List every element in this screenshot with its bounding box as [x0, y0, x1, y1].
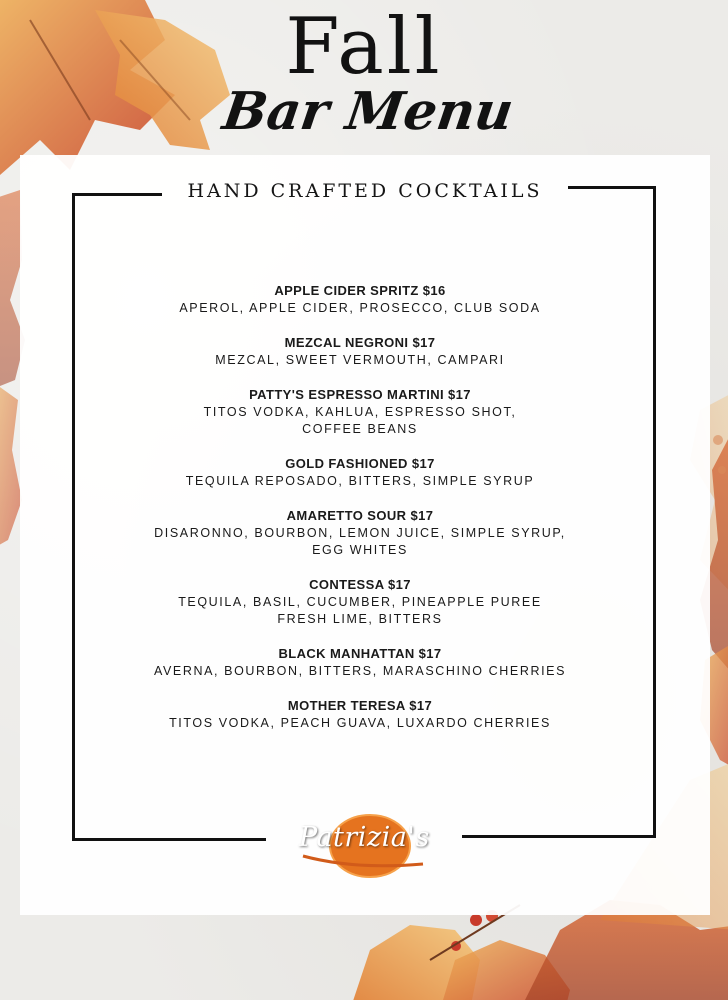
cocktail-name: AMARETTO SOUR $17: [286, 508, 434, 523]
ingredients-line: APEROL, APPLE CIDER, PROSECCO, CLUB SODA: [179, 301, 541, 315]
menu-item: [100, 455, 620, 490]
ingredients-line: TEQUILA, BASIL, CUCUMBER, PINEAPPLE PUREE: [178, 595, 542, 609]
frame-bottom-left-line: [72, 838, 266, 841]
cocktail-ingredients: [100, 715, 620, 732]
frame-top-right-line: [568, 186, 656, 189]
menu-item: [100, 697, 620, 732]
menu-item: [100, 507, 620, 559]
cocktail-ingredients: [100, 352, 620, 369]
menu-item: [100, 282, 620, 317]
cocktail-name: PATTY'S ESPRESSO MARTINI $17: [249, 387, 471, 402]
cocktail-name: MEZCAL NEGRONI $17: [284, 335, 436, 350]
menu-item: [100, 386, 620, 438]
patrizias-logo: [295, 808, 430, 884]
ingredients-line: EGG WHITES: [312, 543, 408, 557]
cocktail-name: BLACK MANHATTAN $17: [278, 646, 442, 661]
cocktail-ingredients: [100, 663, 620, 680]
frame-left-line: [72, 193, 75, 841]
cocktail-ingredients: [100, 525, 620, 559]
frame-top-left-line: [72, 193, 162, 196]
cocktail-name: CONTESSA $17: [309, 577, 411, 592]
ingredients-line: TITOS VODKA, KAHLUA, ESPRESSO SHOT,: [203, 405, 517, 419]
ingredients-line: COFFEE BEANS: [302, 422, 418, 436]
ingredients-line: TITOS VODKA, PEACH GUAVA, LUXARDO CHERRIES: [169, 716, 551, 730]
cocktail-name: MOTHER TERESA $17: [287, 698, 433, 713]
ingredients-line: MEZCAL, SWEET VERMOUTH, CAMPARI: [215, 353, 505, 367]
menu-item: [100, 576, 620, 628]
ingredients-line: FRESH LIME, BITTERS: [277, 612, 443, 626]
menu-item: [100, 334, 620, 369]
cocktail-name: APPLE CIDER SPRITZ $16: [274, 283, 446, 298]
cocktail-list: [100, 282, 620, 749]
cocktail-ingredients: [100, 300, 620, 317]
cocktail-name: GOLD FASHIONED $17: [285, 456, 435, 471]
ingredients-line: AVERNA, BOURBON, BITTERS, MARASCHINO CHERRIES: [153, 664, 567, 678]
frame-right-line: [653, 186, 656, 838]
logo-text: Patrizia's: [299, 822, 430, 853]
menu-item: [100, 645, 620, 680]
section-heading: HAND CRAFTED COCKTAILS: [187, 180, 543, 202]
ingredients-line: TEQUILA REPOSADO, BITTERS, SIMPLE SYRUP: [185, 474, 535, 488]
frame-bottom-right-line: [462, 835, 656, 838]
cocktail-ingredients: [100, 473, 620, 490]
cocktail-ingredients: [100, 594, 620, 628]
title-bar-menu: Bar Menu: [219, 81, 518, 142]
cocktail-ingredients: [100, 404, 620, 438]
ingredients-line: DISARONNO, BOURBON, LEMON JUICE, SIMPLE SYRUP,: [154, 526, 566, 540]
title-fall: Fall: [285, 2, 443, 92]
